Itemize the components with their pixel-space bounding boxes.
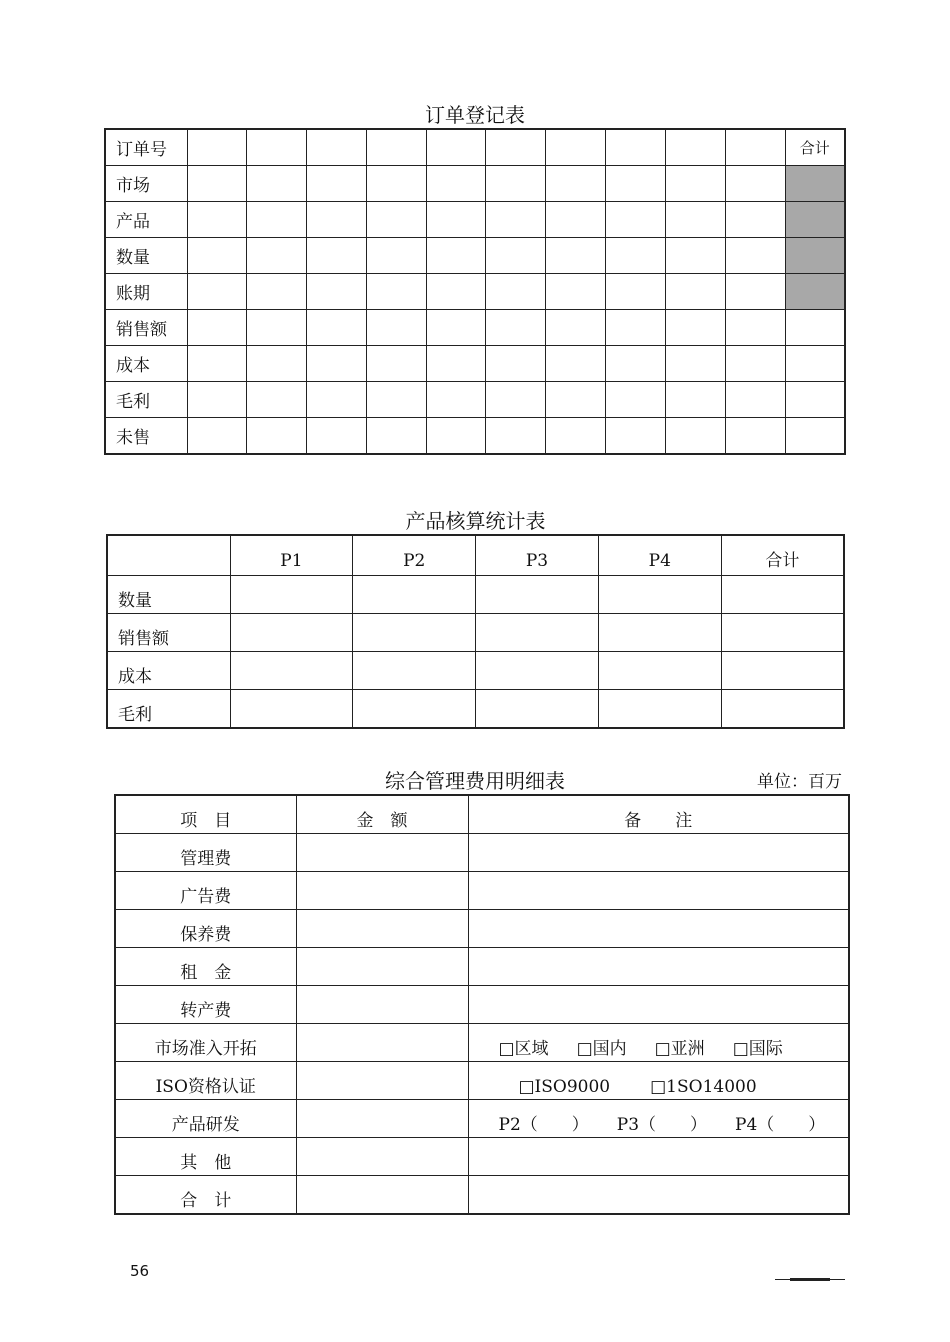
checkbox-option[interactable]: □1SO14000 xyxy=(650,1077,757,1097)
rd-product-option[interactable]: P3（ ） xyxy=(616,1115,708,1135)
order-cell[interactable] xyxy=(725,274,785,310)
order-cell[interactable] xyxy=(486,166,546,202)
order-cell[interactable] xyxy=(187,202,247,238)
product-row-label: 成本 xyxy=(107,652,230,690)
order-cell[interactable] xyxy=(546,346,606,382)
order-cell[interactable] xyxy=(486,418,546,455)
order-cell[interactable] xyxy=(606,166,666,202)
expense-column-header: 金 额 xyxy=(296,795,468,834)
expense-item-label: 产品研发 xyxy=(115,1100,296,1138)
order-cell[interactable] xyxy=(665,310,725,346)
corner-cell xyxy=(107,535,230,576)
order-cell[interactable] xyxy=(366,202,426,238)
order-cell[interactable] xyxy=(606,202,666,238)
order-cell[interactable] xyxy=(307,238,367,274)
order-row-label: 销售额 xyxy=(105,310,187,346)
order-cell[interactable] xyxy=(725,346,785,382)
order-cell[interactable] xyxy=(486,382,546,418)
product-column-header: P3 xyxy=(476,535,599,576)
expense-item-label: 广告费 xyxy=(115,872,296,910)
amount-cell[interactable] xyxy=(296,1176,468,1215)
order-cell[interactable] xyxy=(247,346,307,382)
remark-cell[interactable] xyxy=(468,1176,849,1215)
remark-cell[interactable] xyxy=(468,948,849,986)
order-row xyxy=(105,382,845,418)
total-cell-shaded xyxy=(785,238,845,274)
page-number: 56 xyxy=(130,1262,150,1280)
product-cell[interactable] xyxy=(230,652,353,690)
product-accounting-table xyxy=(106,534,845,729)
expense-item-label: ISO资格认证 xyxy=(115,1062,296,1100)
order-cell[interactable] xyxy=(247,202,307,238)
order-cell[interactable] xyxy=(307,418,367,455)
amount-cell[interactable] xyxy=(296,1100,468,1138)
product-cell[interactable] xyxy=(476,576,599,614)
order-cell[interactable] xyxy=(247,238,307,274)
checkbox-option[interactable]: □区域 xyxy=(498,1039,549,1059)
amount-cell[interactable] xyxy=(296,834,468,872)
order-cell[interactable] xyxy=(247,418,307,455)
product-column-header: P2 xyxy=(353,535,476,576)
product-row-label: 销售额 xyxy=(107,614,230,652)
order-cell[interactable] xyxy=(606,382,666,418)
expense-detail-table xyxy=(114,794,850,1215)
product-cell[interactable] xyxy=(598,614,721,652)
expense-row xyxy=(115,986,849,1024)
order-row-label: 数量 xyxy=(105,238,187,274)
order-number-cell[interactable] xyxy=(366,129,426,166)
expense-item-label: 其 他 xyxy=(115,1138,296,1176)
expense-item-label: 保养费 xyxy=(115,910,296,948)
order-number-label: 订单号 xyxy=(105,129,187,166)
order-cell[interactable] xyxy=(366,238,426,274)
order-register-table xyxy=(104,128,846,455)
order-number-cell[interactable] xyxy=(665,129,725,166)
order-cell[interactable] xyxy=(606,274,666,310)
remark-cell[interactable] xyxy=(468,1024,849,1062)
remark-cell[interactable] xyxy=(468,834,849,872)
product-cell[interactable] xyxy=(353,576,476,614)
order-cell[interactable] xyxy=(187,166,247,202)
expense-row xyxy=(115,1100,849,1138)
total-cell-shaded xyxy=(785,166,845,202)
total-cell[interactable] xyxy=(785,346,845,382)
product-row-label: 毛利 xyxy=(107,690,230,729)
checkbox-option[interactable]: □ISO9000 xyxy=(518,1077,611,1097)
total-cell[interactable] xyxy=(785,382,845,418)
order-cell[interactable] xyxy=(307,166,367,202)
unit-label: 单位：百万 xyxy=(757,772,842,792)
product-cell[interactable] xyxy=(598,690,721,729)
order-number-cell[interactable] xyxy=(307,129,367,166)
order-row xyxy=(105,418,845,455)
order-cell[interactable] xyxy=(426,238,486,274)
product-row xyxy=(107,614,844,652)
order-cell[interactable] xyxy=(486,274,546,310)
order-row-label: 毛利 xyxy=(105,382,187,418)
expense-row xyxy=(115,834,849,872)
total-cell[interactable] xyxy=(785,418,845,455)
order-cell[interactable] xyxy=(486,310,546,346)
order-cell[interactable] xyxy=(665,202,725,238)
order-cell[interactable] xyxy=(247,310,307,346)
amount-cell[interactable] xyxy=(296,910,468,948)
order-cell[interactable] xyxy=(665,346,725,382)
order-cell[interactable] xyxy=(606,238,666,274)
order-cell[interactable] xyxy=(307,310,367,346)
product-cell[interactable] xyxy=(721,652,844,690)
order-cell[interactable] xyxy=(546,238,606,274)
expense-row xyxy=(115,1062,849,1100)
product-cell[interactable] xyxy=(598,652,721,690)
expense-table-title: 综合管理费用明细表 xyxy=(385,769,565,793)
expense-item-label: 管理费 xyxy=(115,834,296,872)
amount-cell[interactable] xyxy=(296,1024,468,1062)
order-cell[interactable] xyxy=(725,238,785,274)
expense-row xyxy=(115,872,849,910)
order-cell[interactable] xyxy=(546,382,606,418)
order-cell[interactable] xyxy=(426,382,486,418)
expense-row xyxy=(115,910,849,948)
order-cell[interactable] xyxy=(366,418,426,455)
order-cell[interactable] xyxy=(426,202,486,238)
product-row-label: 数量 xyxy=(107,576,230,614)
order-cell[interactable] xyxy=(187,382,247,418)
order-cell[interactable] xyxy=(546,202,606,238)
product-cell[interactable] xyxy=(230,576,353,614)
expense-column-header: 项 目 xyxy=(115,795,296,834)
order-cell[interactable] xyxy=(606,346,666,382)
order-header-row xyxy=(105,129,845,166)
amount-cell[interactable] xyxy=(296,872,468,910)
order-cell[interactable] xyxy=(366,346,426,382)
product-column-header: P1 xyxy=(230,535,353,576)
order-cell[interactable] xyxy=(725,166,785,202)
order-cell[interactable] xyxy=(187,238,247,274)
amount-cell[interactable] xyxy=(296,986,468,1024)
order-row-label: 产品 xyxy=(105,202,187,238)
order-cell[interactable] xyxy=(366,310,426,346)
order-cell[interactable] xyxy=(247,166,307,202)
total-label: 合计 xyxy=(785,129,845,166)
footer-rule-accent xyxy=(790,1278,830,1281)
order-cell[interactable] xyxy=(725,418,785,455)
product-cell[interactable] xyxy=(353,690,476,729)
order-number-cell[interactable] xyxy=(725,129,785,166)
amount-cell[interactable] xyxy=(296,1062,468,1100)
product-column-header: P4 xyxy=(598,535,721,576)
product-cell[interactable] xyxy=(598,576,721,614)
product-cell[interactable] xyxy=(476,652,599,690)
order-cell[interactable] xyxy=(426,274,486,310)
expense-row xyxy=(115,948,849,986)
product-cell[interactable] xyxy=(230,614,353,652)
order-cell[interactable] xyxy=(606,418,666,455)
order-cell[interactable] xyxy=(665,418,725,455)
order-row xyxy=(105,202,845,238)
order-cell[interactable] xyxy=(486,202,546,238)
rd-product-option[interactable]: P4（ ） xyxy=(735,1115,826,1135)
order-cell[interactable] xyxy=(665,274,725,310)
order-row xyxy=(105,166,845,202)
order-cell[interactable] xyxy=(187,418,247,455)
order-cell[interactable] xyxy=(665,238,725,274)
checkbox-option[interactable]: □国际 xyxy=(732,1039,783,1059)
order-cell[interactable] xyxy=(366,382,426,418)
order-cell[interactable] xyxy=(366,166,426,202)
order-cell[interactable] xyxy=(307,202,367,238)
product-cell[interactable] xyxy=(353,652,476,690)
amount-cell[interactable] xyxy=(296,948,468,986)
order-cell[interactable] xyxy=(307,274,367,310)
expense-row xyxy=(115,1176,849,1215)
order-number-cell[interactable] xyxy=(187,129,247,166)
order-cell[interactable] xyxy=(187,310,247,346)
remark-cell[interactable] xyxy=(468,1138,849,1176)
product-header-row xyxy=(107,535,844,576)
checkbox-option[interactable]: □国内 xyxy=(576,1039,627,1059)
product-cell[interactable] xyxy=(230,690,353,729)
expense-column-header: 备 注 xyxy=(468,795,849,834)
order-cell[interactable] xyxy=(486,346,546,382)
order-number-cell[interactable] xyxy=(426,129,486,166)
remark-cell[interactable] xyxy=(468,1100,849,1138)
product-table-title: 产品核算统计表 xyxy=(405,509,546,533)
order-cell[interactable] xyxy=(247,274,307,310)
order-cell[interactable] xyxy=(307,346,367,382)
product-cell[interactable] xyxy=(476,690,599,729)
order-cell[interactable] xyxy=(546,274,606,310)
order-cell[interactable] xyxy=(546,310,606,346)
order-number-cell[interactable] xyxy=(606,129,666,166)
order-cell[interactable] xyxy=(426,346,486,382)
expense-item-label: 转产费 xyxy=(115,986,296,1024)
product-cell[interactable] xyxy=(721,576,844,614)
order-row-label: 未售 xyxy=(105,418,187,455)
product-cell[interactable] xyxy=(353,614,476,652)
order-cell[interactable] xyxy=(426,166,486,202)
order-number-cell[interactable] xyxy=(486,129,546,166)
product-column-header: 合计 xyxy=(721,535,844,576)
expense-header-row xyxy=(115,795,849,834)
product-row xyxy=(107,690,844,729)
order-cell[interactable] xyxy=(426,418,486,455)
product-row xyxy=(107,652,844,690)
order-cell[interactable] xyxy=(187,274,247,310)
expense-row xyxy=(115,1024,849,1062)
order-cell[interactable] xyxy=(546,166,606,202)
order-number-cell[interactable] xyxy=(546,129,606,166)
order-cell[interactable] xyxy=(665,382,725,418)
order-row xyxy=(105,274,845,310)
product-cell[interactable] xyxy=(476,614,599,652)
order-cell[interactable] xyxy=(247,382,307,418)
expense-row xyxy=(115,1138,849,1176)
order-cell[interactable] xyxy=(307,382,367,418)
total-cell-shaded xyxy=(785,202,845,238)
order-cell[interactable] xyxy=(546,418,606,455)
order-row-label: 账期 xyxy=(105,274,187,310)
order-row-label: 市场 xyxy=(105,166,187,202)
order-row xyxy=(105,238,845,274)
rd-product-option[interactable]: P2（ ） xyxy=(498,1115,589,1135)
product-row xyxy=(107,576,844,614)
order-row-label: 成本 xyxy=(105,346,187,382)
order-cell[interactable] xyxy=(366,274,426,310)
remark-cell[interactable] xyxy=(468,986,849,1024)
order-cell[interactable] xyxy=(725,382,785,418)
amount-cell[interactable] xyxy=(296,1138,468,1176)
total-cell[interactable] xyxy=(785,310,845,346)
remark-cell[interactable] xyxy=(468,872,849,910)
order-number-cell[interactable] xyxy=(247,129,307,166)
checkbox-option[interactable]: □亚洲 xyxy=(654,1039,705,1059)
product-cell[interactable] xyxy=(721,614,844,652)
order-table-title: 订单登记表 xyxy=(425,103,525,127)
product-cell[interactable] xyxy=(721,690,844,729)
remark-cell[interactable] xyxy=(468,910,849,948)
order-cell[interactable] xyxy=(426,310,486,346)
expense-item-label: 合 计 xyxy=(115,1176,296,1215)
order-cell[interactable] xyxy=(665,166,725,202)
order-cell[interactable] xyxy=(606,310,666,346)
total-cell-shaded xyxy=(785,274,845,310)
expense-item-label: 租 金 xyxy=(115,948,296,986)
order-row xyxy=(105,310,845,346)
order-cell[interactable] xyxy=(725,310,785,346)
expense-item-label: 市场准入开拓 xyxy=(115,1024,296,1062)
order-cell[interactable] xyxy=(187,346,247,382)
order-cell[interactable] xyxy=(486,238,546,274)
remark-cell[interactable] xyxy=(468,1062,849,1100)
order-cell[interactable] xyxy=(725,202,785,238)
order-row xyxy=(105,346,845,382)
